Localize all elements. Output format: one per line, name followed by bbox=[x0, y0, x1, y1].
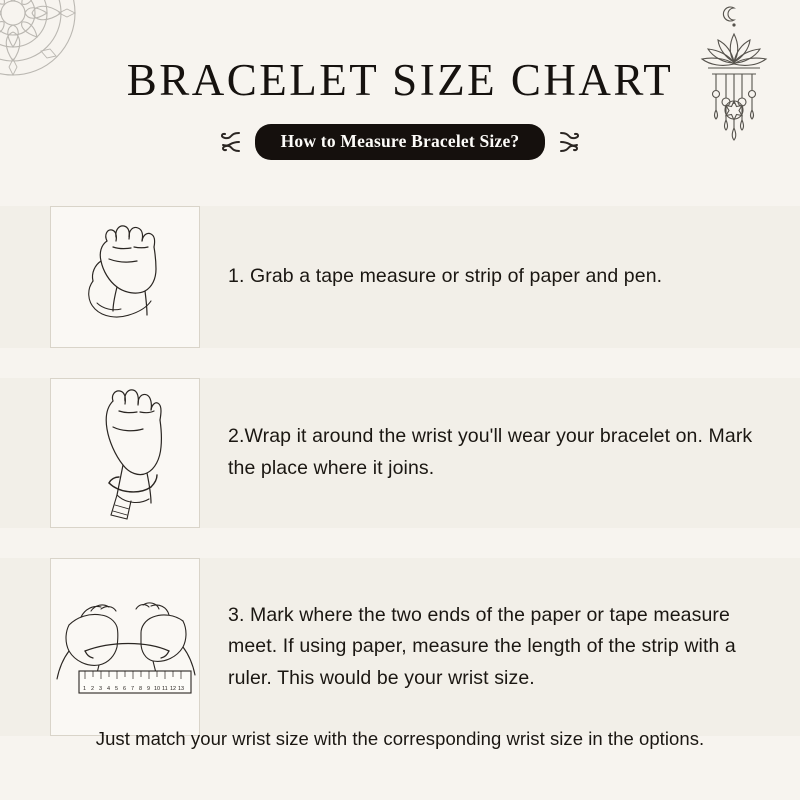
svg-text:7: 7 bbox=[131, 686, 135, 692]
steps-list bbox=[0, 206, 800, 766]
swirl-flourish-right-icon bbox=[557, 129, 583, 155]
swirl-flourish-left-icon bbox=[217, 129, 243, 155]
hand-holding-tape-measure-illustration bbox=[50, 206, 200, 348]
svg-text:12: 12 bbox=[170, 686, 177, 692]
list-item bbox=[0, 206, 800, 348]
step-text: 2.Wrap it around the wrist you'll wear your bracelet on. Mark the place where it joins. bbox=[228, 425, 753, 479]
footer-note: Just match your wrist size with the corresponding wrist size in the options. bbox=[95, 728, 705, 749]
svg-text:8: 8 bbox=[139, 686, 143, 692]
hands-measuring-strip-with-ruler-illustration bbox=[50, 558, 200, 736]
svg-text:3: 3 bbox=[99, 686, 103, 692]
svg-text:13: 13 bbox=[178, 686, 185, 692]
svg-text:4: 4 bbox=[107, 686, 111, 692]
tape-wrapped-around-wrist-illustration bbox=[50, 378, 200, 528]
list-item bbox=[0, 378, 800, 528]
svg-text:6: 6 bbox=[123, 686, 127, 692]
svg-text:9: 9 bbox=[147, 686, 151, 692]
svg-text:1: 1 bbox=[83, 686, 87, 692]
subtitle-row bbox=[0, 124, 800, 160]
svg-text:10: 10 bbox=[154, 686, 161, 692]
page-title: BRACELET SIZE CHART bbox=[126, 55, 674, 105]
svg-text:2: 2 bbox=[91, 686, 95, 692]
svg-text:11: 11 bbox=[162, 686, 168, 692]
list-item bbox=[0, 558, 800, 736]
step-text: 1. Grab a tape measure or strip of paper and pen. bbox=[228, 265, 663, 288]
step-text: 3. Mark where the two ends of the paper or tape measure meet. If using paper, measure the length of the strip with a ruler. This would be your wrist size. bbox=[228, 603, 736, 689]
status-badge: How to Measure Bracelet Size? bbox=[255, 124, 546, 160]
svg-text:5: 5 bbox=[115, 686, 119, 692]
